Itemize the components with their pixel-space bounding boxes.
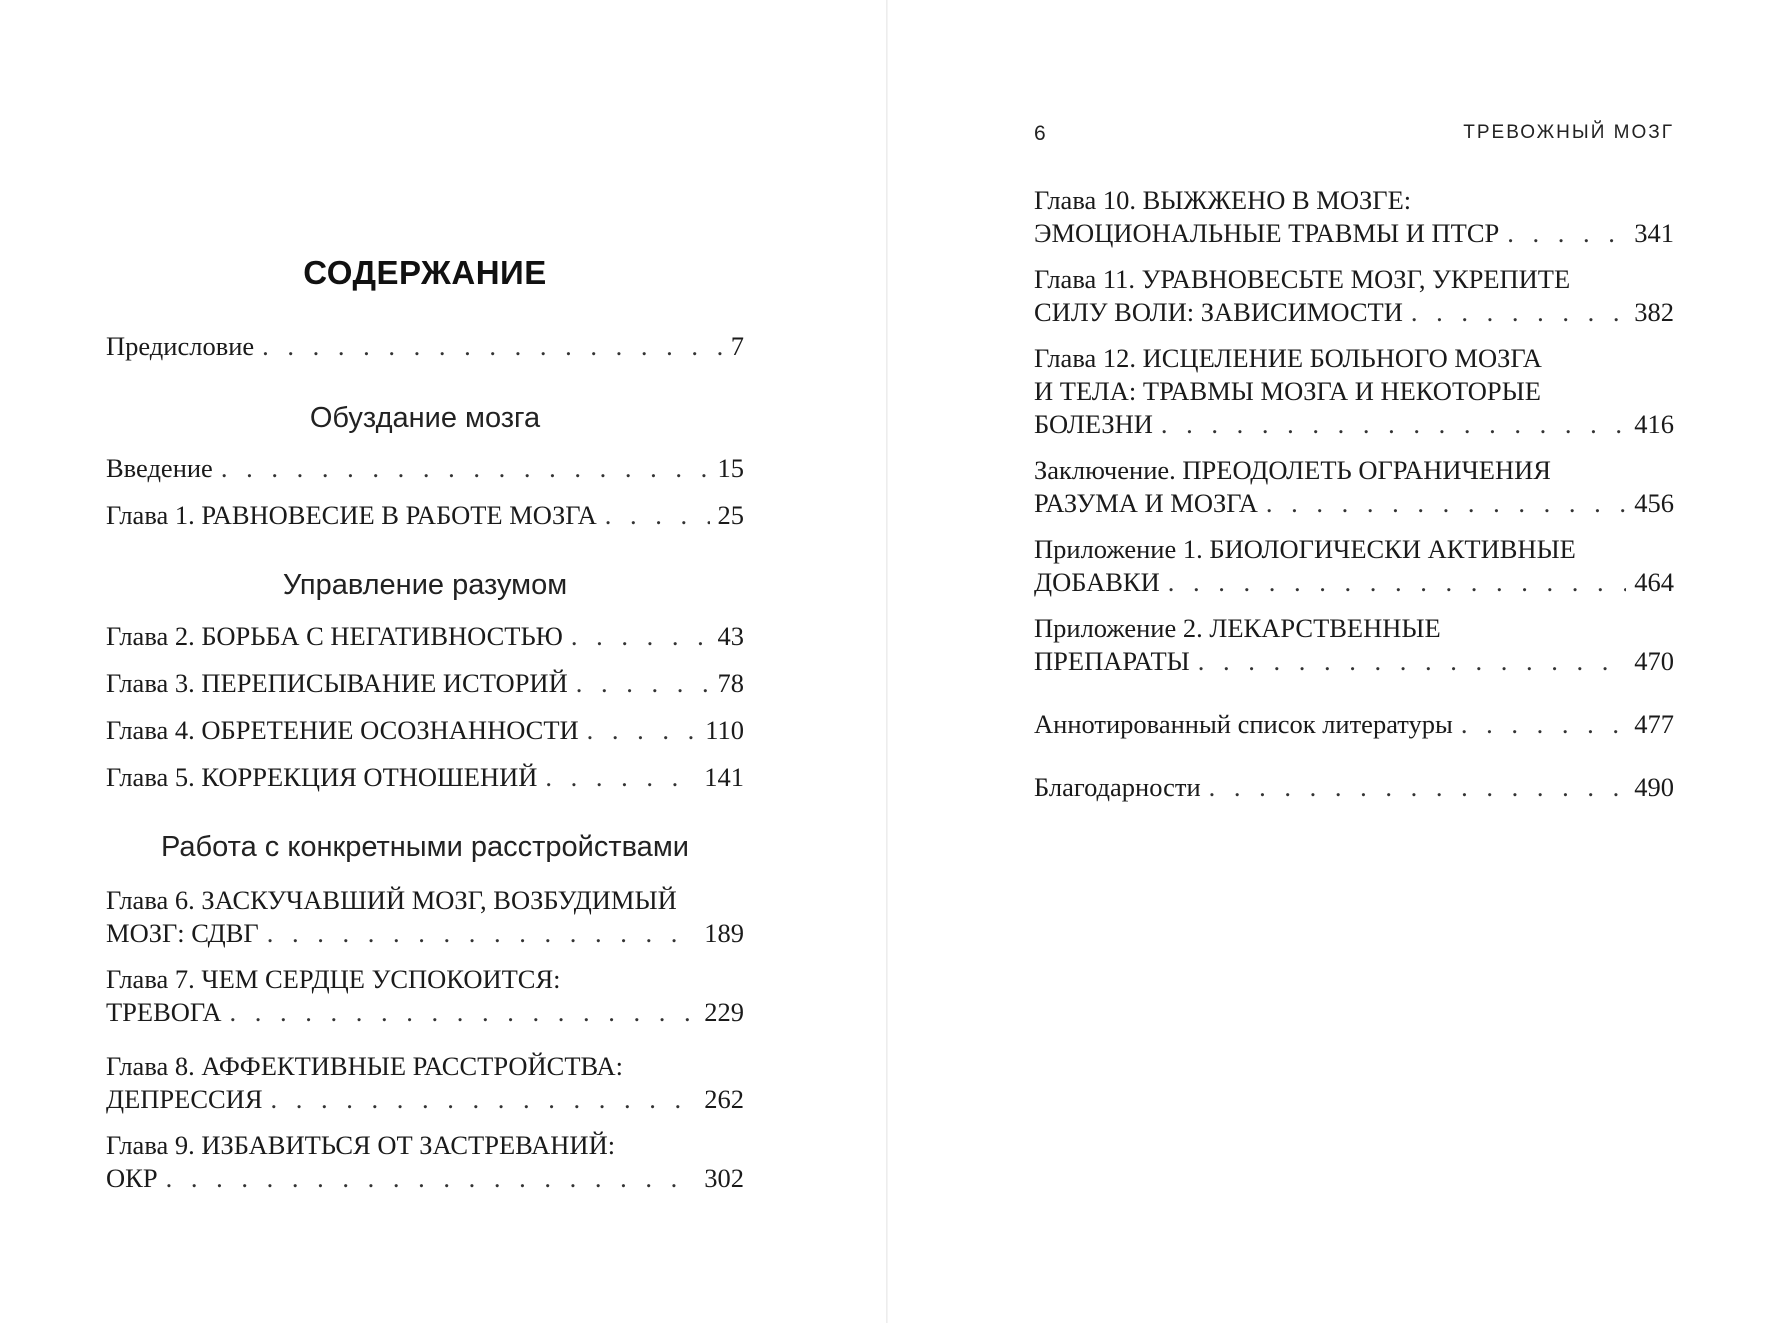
part-title-1: Обуздание мозга xyxy=(309,402,541,434)
toc-entry-label-line: Приложение 1. БИОЛОГИЧЕСКИ АКТИВНЫЕ xyxy=(1034,534,1576,564)
toc-entry[interactable] xyxy=(106,499,744,532)
toc-entry-label-line: ЭМОЦИОНАЛЬНЫЕ ТРАВМЫ И ПТСР xyxy=(1034,218,1500,248)
toc-entry[interactable] xyxy=(106,714,744,747)
toc-entry-label: Предисловие xyxy=(106,331,255,361)
toc-entry-page: 464 xyxy=(1634,567,1674,597)
toc-entry-label-line: РАЗУМА И МОЗГА xyxy=(1034,488,1258,518)
toc-entry-label-line: ДЕПРЕССИЯ xyxy=(106,1084,263,1114)
dot-leader xyxy=(1209,771,1627,804)
toc-entry[interactable] xyxy=(1034,612,1674,678)
page-number: 6 xyxy=(1034,122,1046,145)
part-title-2: Управление разумом xyxy=(282,569,568,601)
dot-leader xyxy=(262,330,723,363)
toc-entry-page: 490 xyxy=(1634,772,1674,802)
running-title: ТРЕВОЖНЫЙ МОЗГ xyxy=(1463,122,1674,143)
toc-entry[interactable] xyxy=(106,1050,744,1116)
dot-leader xyxy=(1507,217,1626,250)
dot-leader xyxy=(1161,408,1626,441)
toc-entry[interactable] xyxy=(1034,771,1674,804)
toc-entry-label-line: ДОБАВКИ xyxy=(1034,567,1160,597)
toc-entry-label-line: Глава 10. ВЫЖЖЕНО В МОЗГЕ: xyxy=(1034,185,1412,215)
dot-leader xyxy=(605,499,710,532)
dot-leader xyxy=(587,714,698,747)
toc-entry-label-line: ТРЕВОГА xyxy=(106,997,222,1027)
toc-entry-page: 15 xyxy=(717,453,744,483)
dot-leader xyxy=(1411,296,1626,329)
dot-leader xyxy=(571,620,710,653)
toc-title: СОДЕРЖАНИЕ xyxy=(303,254,547,291)
dot-leader xyxy=(221,452,710,485)
toc-entry-page: 456 xyxy=(1634,488,1674,518)
toc-entry[interactable] xyxy=(106,761,744,794)
toc-entry-page: 43 xyxy=(717,621,744,651)
toc-entry[interactable] xyxy=(106,452,744,485)
toc-entry-label: Введение xyxy=(106,453,213,483)
toc-entry-label: Глава 5. КОРРЕКЦИЯ ОТНОШЕНИЙ xyxy=(106,762,538,792)
toc-entry-page: 229 xyxy=(704,997,744,1027)
dot-leader xyxy=(230,996,697,1029)
toc-entry[interactable] xyxy=(1034,184,1674,250)
toc-entry-label-line: МОЗГ: СДВГ xyxy=(106,918,259,948)
toc-entry-label-line: Заключение. ПРЕОДОЛЕТЬ ОГРАНИЧЕНИЯ xyxy=(1034,455,1551,485)
toc-entry-page: 78 xyxy=(717,668,744,698)
toc-entry-label: Глава 1. РАВНОВЕСИЕ В РАБОТЕ МОЗГА xyxy=(106,500,597,530)
toc-entry-page: 262 xyxy=(704,1084,744,1114)
toc-entry-label-line: Глава 12. ИСЦЕЛЕНИЕ БОЛЬНОГО МОЗГА xyxy=(1034,343,1542,373)
toc-entry-label-line: Глава 11. УРАВНОВЕСЬТЕ МОЗГ, УКРЕПИТЕ xyxy=(1034,264,1571,294)
toc-entry[interactable] xyxy=(1034,533,1674,599)
toc-entry-label: Благодарности xyxy=(1034,772,1201,802)
toc-entry[interactable] xyxy=(106,884,744,950)
dot-leader xyxy=(1198,645,1626,678)
toc-entry-page: 341 xyxy=(1634,218,1674,248)
toc-entry-page: 382 xyxy=(1634,297,1674,327)
toc-entry-label-line: ОКР xyxy=(106,1163,158,1193)
dot-leader xyxy=(166,1162,697,1195)
toc-entry-preface[interactable] xyxy=(106,330,744,363)
toc-entry-label-line: ПРЕПАРАТЫ xyxy=(1034,646,1190,676)
dot-leader xyxy=(576,667,710,700)
toc-entry-page: 7 xyxy=(730,331,744,361)
toc-entry[interactable] xyxy=(1034,454,1674,520)
toc-entry-label-line: Глава 9. ИЗБАВИТЬСЯ ОТ ЗАСТРЕВАНИЙ: xyxy=(106,1130,616,1160)
toc-entry-label-line: БОЛЕЗНИ xyxy=(1034,409,1153,439)
toc-entry-page: 141 xyxy=(704,762,744,792)
toc-entry-label-line: И ТЕЛА: ТРАВМЫ МОЗГА И НЕКОТОРЫЕ xyxy=(1034,376,1541,406)
toc-entry[interactable] xyxy=(1034,263,1674,329)
toc-entry-label-line: Глава 6. ЗАСКУЧАВШИЙ МОЗГ, ВОЗБУДИМЫЙ xyxy=(106,885,677,915)
dot-leader xyxy=(545,761,696,794)
toc-entry-page: 416 xyxy=(1634,409,1674,439)
toc-entry[interactable] xyxy=(106,963,744,1029)
toc-entry-label-line: Приложение 2. ЛЕКАРСТВЕННЫЕ xyxy=(1034,613,1441,643)
toc-entry-page: 470 xyxy=(1634,646,1674,676)
toc-entry-label: Глава 2. БОРЬБА С НЕГАТИВНОСТЬЮ xyxy=(106,621,563,651)
toc-entry-page: 477 xyxy=(1634,709,1674,739)
dot-leader xyxy=(267,917,697,950)
toc-entry-page: 110 xyxy=(705,715,744,745)
dot-leader xyxy=(1461,708,1626,741)
part-title-3: Работа с конкретными расстройствами xyxy=(161,831,689,863)
toc-entry-label: Глава 4. ОБРЕТЕНИЕ ОСОЗНАННОСТИ xyxy=(106,715,579,745)
running-head xyxy=(1034,118,1674,148)
dot-leader xyxy=(1168,566,1627,599)
toc-entry-label: Глава 3. ПЕРЕПИСЫВАНИЕ ИСТОРИЙ xyxy=(106,668,568,698)
toc-entry[interactable] xyxy=(106,667,744,700)
toc-entry-page: 302 xyxy=(704,1163,744,1193)
toc-entry-label-line: Глава 7. ЧЕМ СЕРДЦЕ УСПОКОИТСЯ: xyxy=(106,964,561,994)
toc-entry-label-line: СИЛУ ВОЛИ: ЗАВИСИМОСТИ xyxy=(1034,297,1403,327)
book-gutter xyxy=(886,0,888,1323)
dot-leader xyxy=(1266,487,1626,520)
toc-entry-label-line: Глава 8. АФФЕКТИВНЫЕ РАССТРОЙСТВА: xyxy=(106,1051,624,1081)
toc-entry[interactable] xyxy=(106,620,744,653)
toc-entry[interactable] xyxy=(1034,342,1674,441)
toc-entry-page: 189 xyxy=(704,918,744,948)
toc-entry[interactable] xyxy=(1034,708,1674,741)
toc-entry-label: Аннотированный список литературы xyxy=(1034,709,1453,739)
dot-leader xyxy=(271,1083,697,1116)
toc-entry[interactable] xyxy=(106,1129,744,1195)
toc-entry-page: 25 xyxy=(717,500,744,530)
